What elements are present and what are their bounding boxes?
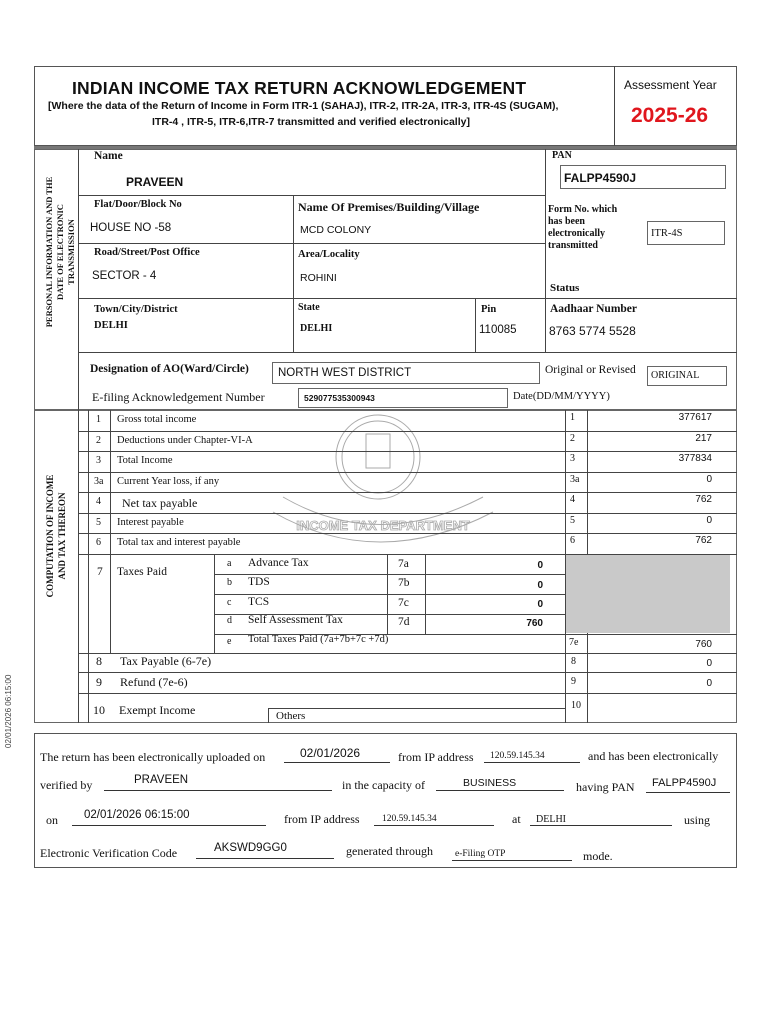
status-label: Status (550, 282, 580, 294)
place: DELHI (536, 814, 566, 825)
road-value: SECTOR - 4 (92, 270, 157, 282)
page-subtitle-line1: [Where the data of the Return of Income in Form ITR-1 (SAHAJ), ITR-2, ITR-2A, ITR-3, ITR-4S (SUGAM), (48, 100, 559, 112)
capacity: BUSINESS (463, 777, 517, 789)
aadhaar-value: 8763 5774 5528 (549, 324, 636, 338)
state-label: State (298, 302, 320, 313)
row-number: 2 (96, 435, 101, 446)
tax-code: 7c (398, 597, 409, 609)
verif-text-5: in the capacity of (342, 778, 425, 792)
verif-pan: FALPP4590J (652, 777, 717, 789)
total-taxes-label: Total Taxes Paid (7a+7b+7c +7d) (248, 634, 389, 645)
flat-value: HOUSE NO -58 (90, 222, 172, 234)
row-label: Deductions under Chapter-VI-A (117, 435, 253, 446)
upload-date: 02/01/2026 (300, 746, 361, 760)
row-value: 377617 (678, 412, 712, 423)
row-code: 2 (570, 433, 575, 444)
taxes-paid-no: 7 (97, 566, 103, 578)
verif-text-11: Electronic Verification Code (40, 846, 178, 860)
area-label: Area/Locality (298, 249, 360, 260)
tax-letter: c (227, 597, 232, 608)
verified-by: PRAVEEN (134, 774, 189, 786)
svg-text:INCOME TAX DEPARTMENT: INCOME TAX DEPARTMENT (296, 518, 470, 533)
orig-label: Original or Revised (545, 364, 636, 376)
verif-text-13: mode. (583, 849, 613, 863)
row9-no: 9 (96, 675, 102, 689)
verif-text-3: and has been electronically (588, 749, 719, 763)
tax-label: TCS (248, 596, 270, 608)
assessment-year: 2025-26 (631, 104, 709, 127)
row-label: Current Year loss, if any (117, 476, 220, 487)
tax-letter: a (227, 558, 232, 569)
row10-no: 10 (93, 703, 105, 717)
row10-label: Exempt Income (119, 703, 196, 717)
total-taxes-letter: e (227, 636, 232, 647)
method: e-Filing OTP (455, 849, 506, 859)
row-label: Total tax and interest payable (117, 537, 241, 548)
row9-code: 9 (571, 676, 576, 687)
ack-value: 529077535300943 (304, 393, 375, 403)
row-number: 3a (94, 476, 104, 487)
town-label: Town/City/District (94, 304, 178, 315)
total-taxes-code: 7e (569, 637, 579, 648)
tax-label: Advance Tax (248, 557, 309, 569)
tax-code: 7a (398, 558, 409, 570)
row-label: Total Income (117, 455, 173, 466)
pan-label: PAN (552, 150, 572, 161)
orig-value: ORIGINAL (651, 370, 700, 381)
row-code: 1 (570, 412, 575, 423)
pin-value: 110085 (479, 324, 517, 336)
page-title: INDIAN INCOME TAX RETURN ACKNOWLEDGEMENT (72, 78, 527, 98)
computation-side-label: COMPUTATION OF INCOME AND TAX THEREON (45, 474, 67, 598)
row-code: 5 (570, 515, 575, 526)
verif-text-1: The return has been electronically uploaded on (40, 750, 266, 764)
row-code: 3a (570, 474, 580, 485)
premises-label: Name Of Premises/Building/Village (298, 200, 480, 214)
row8-label: Tax Payable (6-7e) (120, 654, 212, 668)
row-label: Net tax payable (122, 496, 198, 510)
town-value: DELHI (94, 320, 128, 331)
row-label: Interest payable (117, 517, 184, 528)
income-tax-emblem-watermark (258, 412, 508, 562)
name-value: PRAVEEN (126, 175, 184, 189)
ip-address-2: 120.59.145.34 (382, 814, 437, 824)
row-value: 217 (695, 433, 712, 444)
tax-letter: b (227, 577, 232, 588)
tax-code: 7b (398, 577, 410, 589)
row10-sub: Others (276, 710, 306, 722)
row-number: 3 (96, 455, 101, 466)
row-number: 1 (96, 414, 101, 425)
row-code: 6 (570, 535, 575, 546)
verif-text-6: having PAN (576, 780, 635, 794)
row9-label: Refund (7e-6) (120, 675, 188, 689)
premises-value: MCD COLONY (300, 224, 372, 236)
aadhaar-label: Aadhaar Number (550, 303, 638, 315)
margin-timestamp: 02/01/2026 06:15:00 (4, 674, 13, 748)
ack-label: E-filing Acknowledgement Number (92, 390, 265, 404)
tax-label: TDS (248, 576, 270, 588)
verif-text-12: generated through (346, 844, 433, 858)
row-label: Gross total income (117, 414, 197, 425)
flat-label: Flat/Door/Block No (94, 199, 182, 210)
name-label: Name (94, 150, 123, 162)
verif-text-8: from IP address (284, 812, 360, 826)
ao-label: Designation of AO(Ward/Circle) (90, 363, 249, 375)
row8-no: 8 (96, 654, 102, 668)
tax-value: 0 (537, 599, 543, 610)
row-number: 6 (96, 537, 101, 548)
row9-value: 0 (706, 678, 712, 689)
shaded-cell (566, 555, 730, 633)
tax-value: 0 (537, 580, 543, 591)
form-value: ITR-4S (651, 228, 683, 239)
taxes-paid-label: Taxes Paid (117, 566, 167, 578)
tax-letter: d (227, 615, 232, 626)
total-taxes-value: 760 (695, 639, 712, 650)
tax-value: 760 (526, 618, 543, 629)
verif-text-10: using (684, 813, 711, 827)
ao-value: NORTH WEST DISTRICT (278, 367, 412, 379)
form-label: Form No. which has been electronically transmitted (548, 204, 618, 251)
on-datetime: 02/01/2026 06:15:00 (84, 809, 190, 821)
pan-value: FALPP4590J (564, 171, 637, 185)
row-code: 3 (570, 453, 575, 464)
row8-value: 0 (706, 658, 712, 669)
row-number: 5 (96, 517, 101, 528)
row-value: 377834 (678, 453, 712, 464)
row-value: 762 (695, 535, 712, 546)
ip-address-1: 120.59.145.34 (490, 751, 545, 761)
pin-label: Pin (481, 304, 497, 315)
personal-side-label: PERSONAL INFORMATION AND THE DATE OF ELECTRONIC TRANSMISSION (44, 176, 76, 328)
row-value: 762 (695, 494, 712, 505)
page-subtitle-line2: ITR-4 , ITR-5, ITR-6,ITR-7 transmitted and verified electronically] (152, 116, 470, 128)
evc-code: AKSWD9GG0 (214, 842, 287, 854)
row8-code: 8 (571, 656, 576, 667)
row-value: 0 (706, 474, 712, 485)
row10-code: 10 (571, 700, 581, 711)
verif-text-2: from IP address (398, 750, 474, 764)
verif-text-4: verified by (40, 778, 93, 792)
row-value: 0 (706, 515, 712, 526)
date-label: Date(DD/MM/YYYY) (513, 391, 610, 402)
road-label: Road/Street/Post Office (94, 247, 200, 258)
verif-text-9: at (512, 812, 521, 826)
tax-code: 7d (398, 616, 410, 628)
state-value: DELHI (300, 323, 333, 334)
tax-value: 0 (537, 560, 543, 571)
area-value: ROHINI (300, 272, 337, 284)
row-code: 4 (570, 494, 575, 505)
verif-text-7: on (46, 813, 58, 827)
assessment-year-label: Assessment Year (624, 78, 717, 92)
row-number: 4 (96, 496, 101, 507)
tax-label: Self Assessment Tax (248, 614, 343, 626)
